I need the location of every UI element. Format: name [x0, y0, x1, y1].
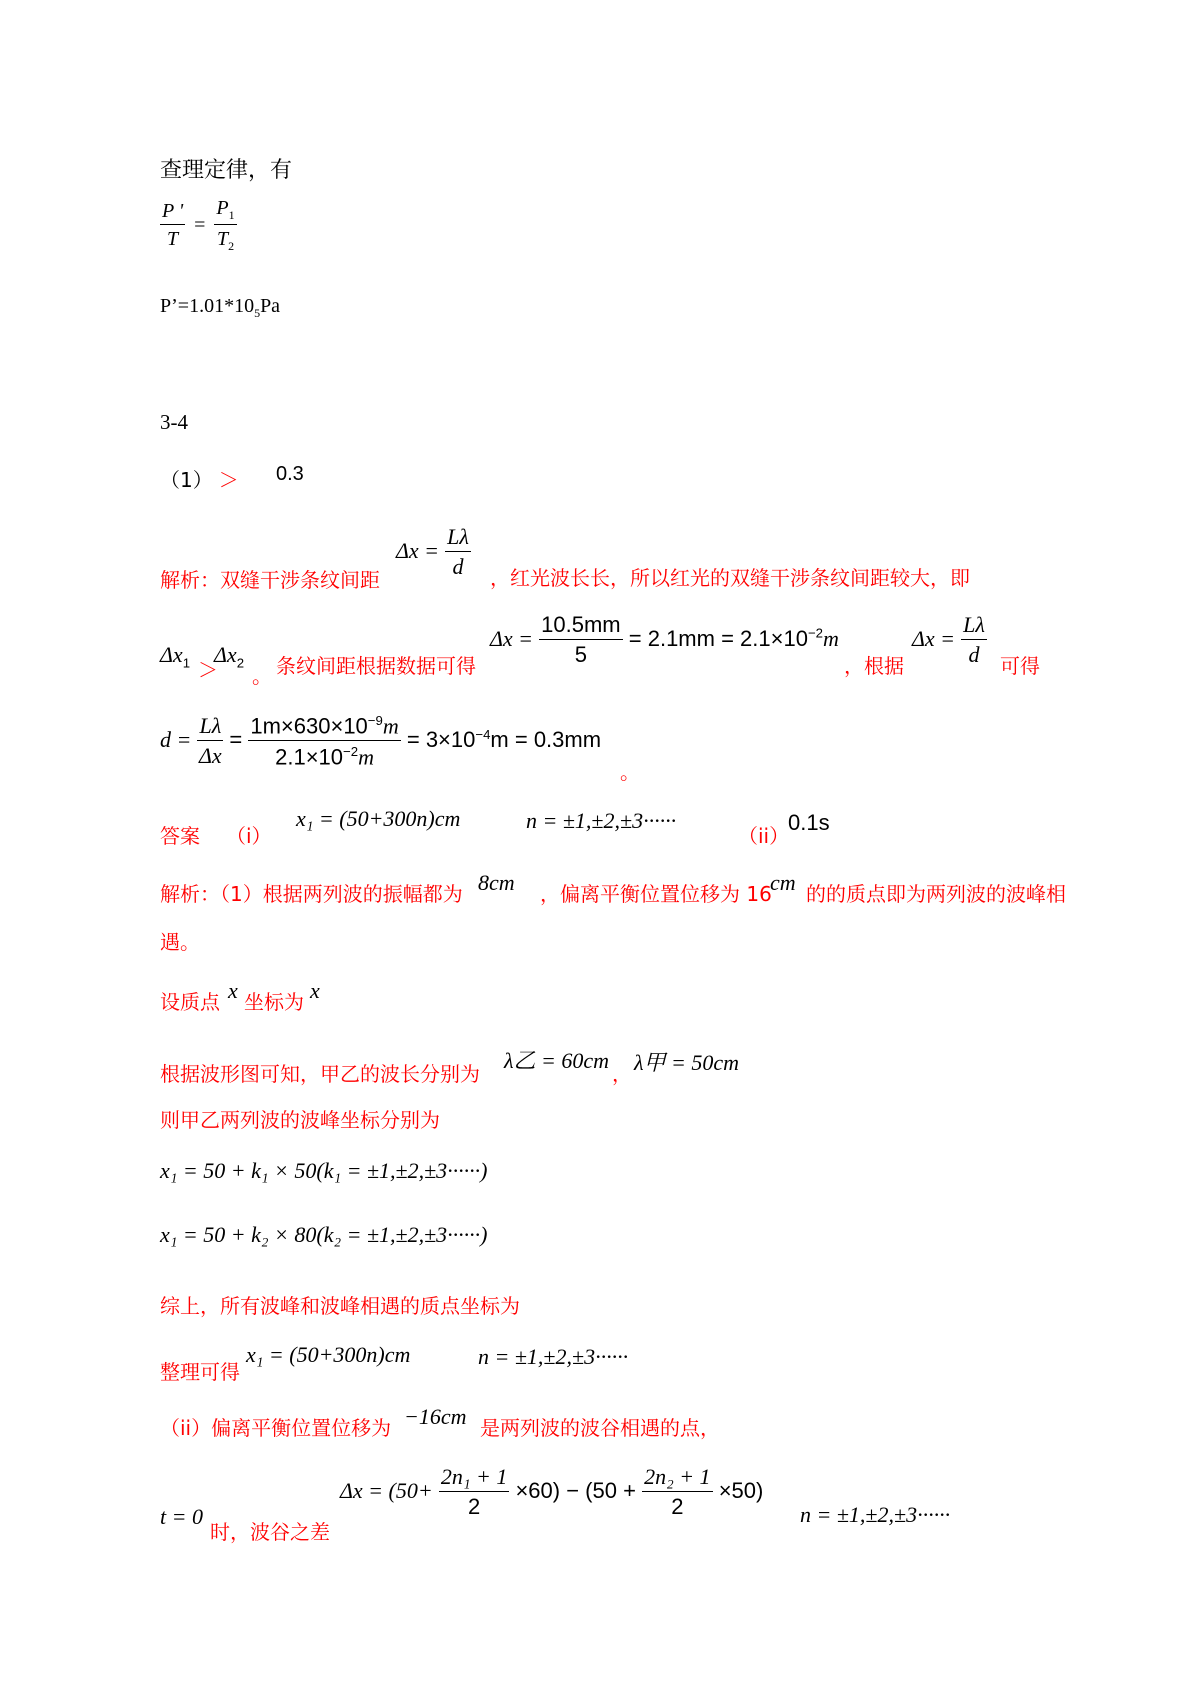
t0: t = 0 [160, 1504, 203, 1529]
eq-equals: = [194, 214, 206, 236]
dx-period: 。 [252, 664, 272, 688]
formula2-num: Lλ [961, 614, 987, 640]
analysis2-line1-b: ，偏离平衡位置位移为 16 [540, 882, 772, 906]
wave-comma: ， [612, 1062, 632, 1086]
analysis1-text-d: ，根据 [844, 654, 904, 678]
pressure-sub: 5 [254, 306, 261, 320]
set-x2: x [310, 978, 320, 1003]
analysis2-line1-c: 的的质点即为两列波的波峰相 [806, 882, 1066, 906]
part1-sign: ＞ [218, 468, 239, 492]
d-frac2-num-exp: −9 [367, 713, 383, 728]
analysis1-text-a: 解析：双缝干涉条纹间距 [160, 568, 380, 592]
set-a: 设质点 [160, 990, 220, 1014]
answer2-i-label: （i） [226, 824, 272, 848]
diff-frac1-num: 2n₁ + 1 [439, 1466, 510, 1492]
formula2-lhs: Δx = [912, 625, 956, 651]
d-rhs: = 3×10 [406, 727, 476, 753]
fringe-formula-num: Lλ [445, 526, 471, 552]
dx2: Δx [214, 642, 237, 667]
d-frac2-den: 2.1×10 [275, 744, 344, 770]
dx-compare [160, 644, 190, 670]
summary-line: 综上，所有波峰和波峰相遇的质点坐标为 [160, 1294, 520, 1318]
eq-right-den-sub: 2 [228, 239, 235, 253]
fringe-formula [396, 526, 471, 578]
dx1-sub: 1 [182, 655, 191, 671]
eq-right-num: P [216, 197, 229, 219]
diff-frac2-den: 2 [671, 1494, 684, 1519]
diff-n: n = ±1,±2,±3······ [800, 1502, 951, 1527]
analysis2-line2: 遇。 [160, 930, 200, 954]
dx1: Δx [160, 642, 183, 667]
diff-frac1-den: 2 [467, 1494, 481, 1519]
set-b: 坐标为 [244, 990, 304, 1014]
analysis2-line1-a: 解析：（1）根据两列波的振幅都为 [160, 882, 463, 906]
d-frac2-num-unit: m [382, 713, 399, 739]
diff-mid: ×60) − (50 + [515, 1477, 636, 1503]
answer2-n-formula: n = ±1,±2,±3······ [526, 808, 677, 833]
fringe-formula-2 [912, 614, 987, 666]
answer2-x1-formula: x₁ = (50+300n)cm [296, 806, 461, 831]
calc-formula [490, 614, 839, 666]
ii-a: （ii）偏离平衡位置位移为 [160, 1416, 392, 1440]
diff-tail: ×50) [718, 1477, 764, 1503]
lambda-jia: λ甲 = 50cm [634, 1050, 740, 1075]
crest-eq1: x₁ = 50 + k₁ × 50(k₁ = ±1,±2,±3······) [160, 1158, 488, 1183]
d-period: 。 [620, 760, 640, 784]
analysis1-text-e: 可得 [1000, 654, 1040, 678]
d-eq: = [229, 727, 243, 753]
diff-lhs: Δx = (50+ [340, 1477, 433, 1503]
d-frac2-num: 1m×630×10 [250, 713, 368, 739]
calc-den: 5 [574, 642, 588, 667]
part1-label: （1） [160, 468, 213, 492]
eq-right-num-sub: 1 [228, 208, 235, 222]
d-frac2-den-exp: −2 [343, 744, 359, 760]
d-lhs: d = [160, 727, 192, 753]
d-formula [160, 714, 601, 769]
section-title: 3-4 [160, 410, 188, 434]
analysis1-text-b: ，红光波长长，所以红光的双缝干涉条纹间距较大，即 [490, 566, 970, 590]
dx-gt: ＞ [198, 658, 218, 682]
d-frac1-num: Lλ [197, 715, 223, 741]
crest-eq2: x₁ = 50 + k₂ × 80(k₂ = ±1,±2,±3······) [160, 1222, 488, 1247]
diff-formula [340, 1466, 763, 1518]
answer2-ii-value: 0.1s [788, 810, 830, 835]
tidy-x: x₁ = (50+300n)cm [246, 1342, 411, 1367]
eq-right-den: T [216, 228, 229, 250]
calc-num: 10.5mm [539, 614, 622, 640]
analysis2-cm: cm [770, 870, 796, 895]
fringe-formula-lhs: Δx = [396, 537, 440, 563]
answer2-label: 答案 [160, 824, 200, 848]
charles-law-intro: 查理定律，有 [160, 158, 293, 183]
analysis1-text-c: 条纹间距根据数据可得 [276, 654, 476, 678]
crest-line: 则甲乙两列波的波峰坐标分别为 [160, 1108, 440, 1132]
calc-rhs: = 2.1mm = 2.1×10 [628, 625, 808, 651]
answer2-ii-label: （ii） [738, 824, 790, 848]
d-frac2-den-unit: m [358, 744, 374, 770]
d-rhs-exp: −4 [475, 726, 491, 742]
fringe-formula-den: d [452, 554, 464, 579]
wave-text: 根据波形图可知，甲乙的波长分别为 [160, 1062, 480, 1086]
d-frac1-den: Δx [199, 743, 222, 769]
pressure-suffix: Pa [260, 295, 281, 317]
set-x1: x [228, 978, 238, 1003]
tidy-n: n = ±1,±2,±3······ [478, 1344, 629, 1369]
part1-line [160, 470, 239, 490]
calc-lhs: Δx = [490, 625, 534, 651]
formula2-den: d [968, 642, 980, 667]
charles-equation [160, 198, 237, 252]
t0-text: 时，波谷之差 [210, 1520, 330, 1544]
ii-minus16: −16cm [404, 1404, 467, 1429]
dx2-sub: 2 [236, 655, 245, 671]
calc-exp: −2 [807, 625, 823, 641]
diff-frac2-num: 2n₂ + 1 [642, 1466, 713, 1492]
eq-left-num: P ' [160, 201, 185, 225]
d-rhs-tail: m = 0.3mm [490, 727, 602, 753]
lambda-yi: λ乙 = 60cm [504, 1048, 610, 1073]
tidy-label: 整理可得 [160, 1360, 240, 1384]
pressure-prefix: P’=1.01*10 [160, 295, 255, 317]
analysis2-amp: 8cm [478, 870, 515, 895]
pressure-result [160, 296, 280, 319]
ii-b: 是两列波的波谷相遇的点， [480, 1416, 720, 1440]
calc-unit: m [822, 625, 839, 651]
dx2-wrap [214, 644, 244, 670]
part1-answer: 0.3 [276, 463, 304, 485]
eq-left-den: T [167, 228, 179, 250]
